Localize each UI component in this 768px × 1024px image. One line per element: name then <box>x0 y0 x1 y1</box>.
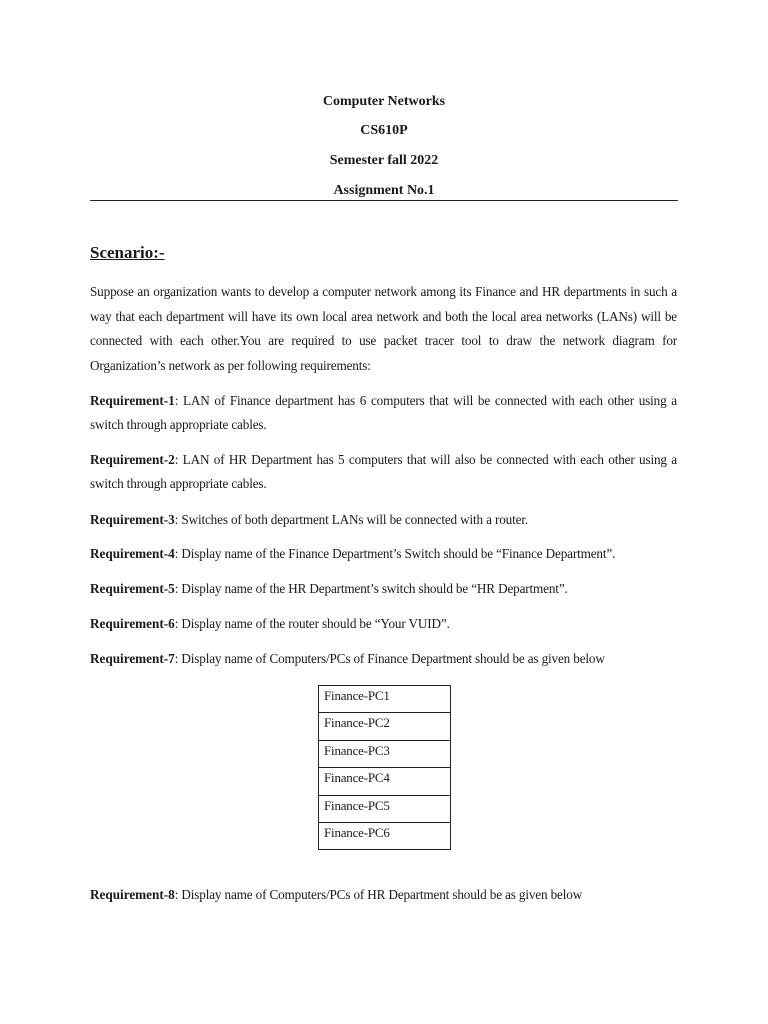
requirement-text: : Display name of the router should be “Your VUID”. <box>174 616 450 631</box>
table-row <box>319 795 451 822</box>
requirement-label: Requirement-3 <box>90 512 175 527</box>
header-divider <box>90 200 678 201</box>
table-row <box>319 740 451 767</box>
requirement-5 <box>90 577 677 601</box>
table-row <box>319 768 451 795</box>
table-cell: Finance-PC6 <box>319 822 451 849</box>
finance-pc-table <box>318 685 451 850</box>
table-cell: Finance-PC5 <box>319 795 451 822</box>
semester-line: Semester fall 2022 <box>329 153 439 168</box>
requirement-text: : LAN of HR Department has 5 computers that will also be connected with each other using a switch through appropriate cables. <box>90 452 677 491</box>
requirement-label: Requirement-6 <box>90 616 175 631</box>
requirement-label: Requirement-8 <box>90 887 175 902</box>
requirement-1 <box>90 389 677 437</box>
requirement-text: : Switches of both department LANs will be connected with a router. <box>174 512 528 527</box>
requirement-label: Requirement-5 <box>90 581 175 596</box>
requirement-4 <box>90 542 677 566</box>
table-row <box>319 713 451 740</box>
table-cell: Finance-PC1 <box>319 686 451 713</box>
requirement-text: : LAN of Finance department has 6 computers that will be connected with each other using a switch through appropriate cables. <box>90 393 677 432</box>
scenario-paragraph: Suppose an organization wants to develop a computer network among its Finance and HR departments in such a way that each department will have its own local area network and both the local area networks (LANs) will be connected with each other.You are required to use packet tracer tool to draw the network diagram for Organization’s network as per following requirements: <box>90 284 677 373</box>
requirement-text: : Display name of Computers/PCs of Finance Department should be as given below <box>174 651 605 666</box>
table-row <box>319 686 451 713</box>
assignment-title: Assignment No.1 <box>333 183 435 198</box>
requirement-2 <box>90 448 677 496</box>
requirement-label: Requirement-2 <box>90 452 175 467</box>
requirement-6 <box>90 612 677 636</box>
requirement-label: Requirement-7 <box>90 651 175 666</box>
table-cell: Finance-PC4 <box>319 768 451 795</box>
course-title: Computer Networks <box>322 94 446 109</box>
table-cell: Finance-PC3 <box>319 740 451 767</box>
requirement-3 <box>90 508 677 532</box>
requirement-label: Requirement-4 <box>90 546 175 561</box>
requirement-text: : Display name of the Finance Department’s Switch should be “Finance Department”. <box>174 546 616 561</box>
table-row <box>319 822 451 849</box>
requirement-text: : Display name of the HR Department’s switch should be “HR Department”. <box>174 581 568 596</box>
table-cell: Finance-PC2 <box>319 713 451 740</box>
requirement-7 <box>90 647 677 671</box>
scenario-heading: Scenario:- <box>90 243 165 262</box>
requirement-8 <box>90 883 677 907</box>
requirement-label: Requirement-1 <box>90 393 175 408</box>
requirement-text: : Display name of Computers/PCs of HR Department should be as given below <box>174 887 583 902</box>
course-code: CS610P <box>360 123 408 138</box>
